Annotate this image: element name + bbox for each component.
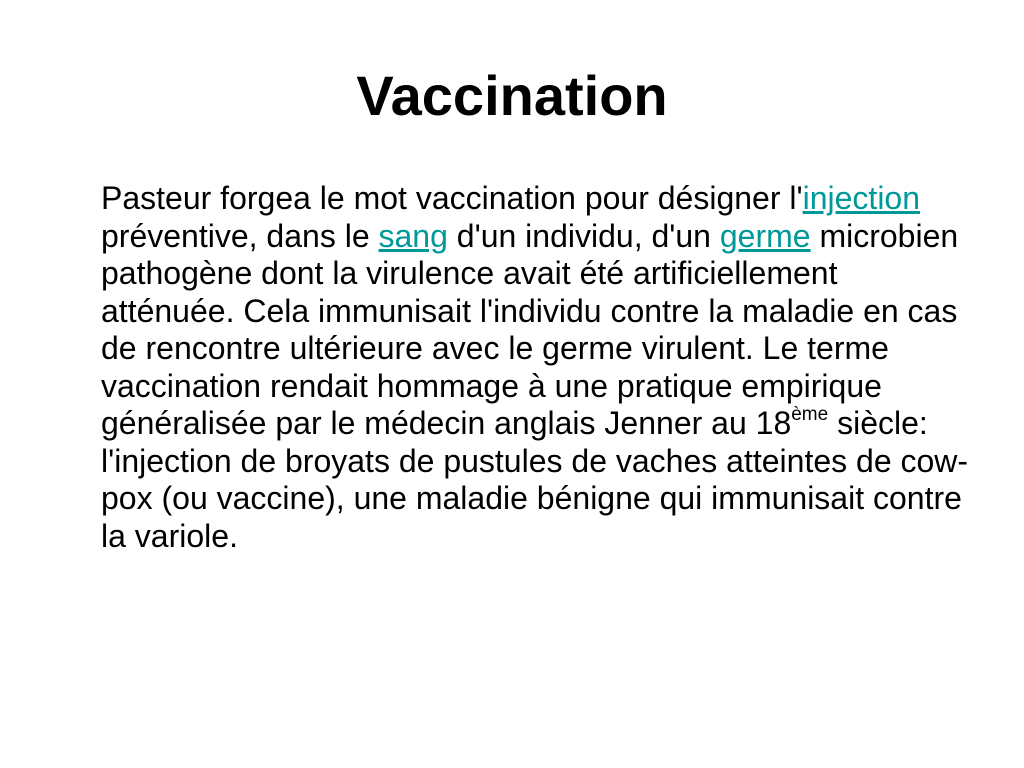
body-text-segment-2: préventive, dans le xyxy=(101,217,379,254)
germe-link[interactable]: germe xyxy=(719,217,811,254)
body-text-segment-3: d'un individu, d'un xyxy=(447,217,720,254)
body-text-segment-5: siècle: l'injection de broyats de pustules de vaches atteintes de cow-pox (ou vaccine), une maladie bénigne qui immunisait contre la variole. xyxy=(101,405,969,554)
injection-link[interactable]: injection xyxy=(802,180,921,216)
slide-title: Vaccination xyxy=(356,64,668,127)
ordinal-superscript: ème xyxy=(791,404,829,426)
slide-body-paragraph xyxy=(101,180,971,555)
body-text-segment-4: microbien pathogène dont la virulence avait été artificiellement atténuée. Cela immunisait l'individu contre la maladie en cas de rencontre ultérieure avec le germe virulent. Le terme vaccination rendait hommage à une pratique empirique généralisée par le médecin anglais Jenner au 18 xyxy=(101,217,959,441)
sang-link[interactable]: sang xyxy=(378,217,448,254)
body-text-segment-1: Pasteur forgea le mot vaccination pour désigner l' xyxy=(101,180,803,216)
